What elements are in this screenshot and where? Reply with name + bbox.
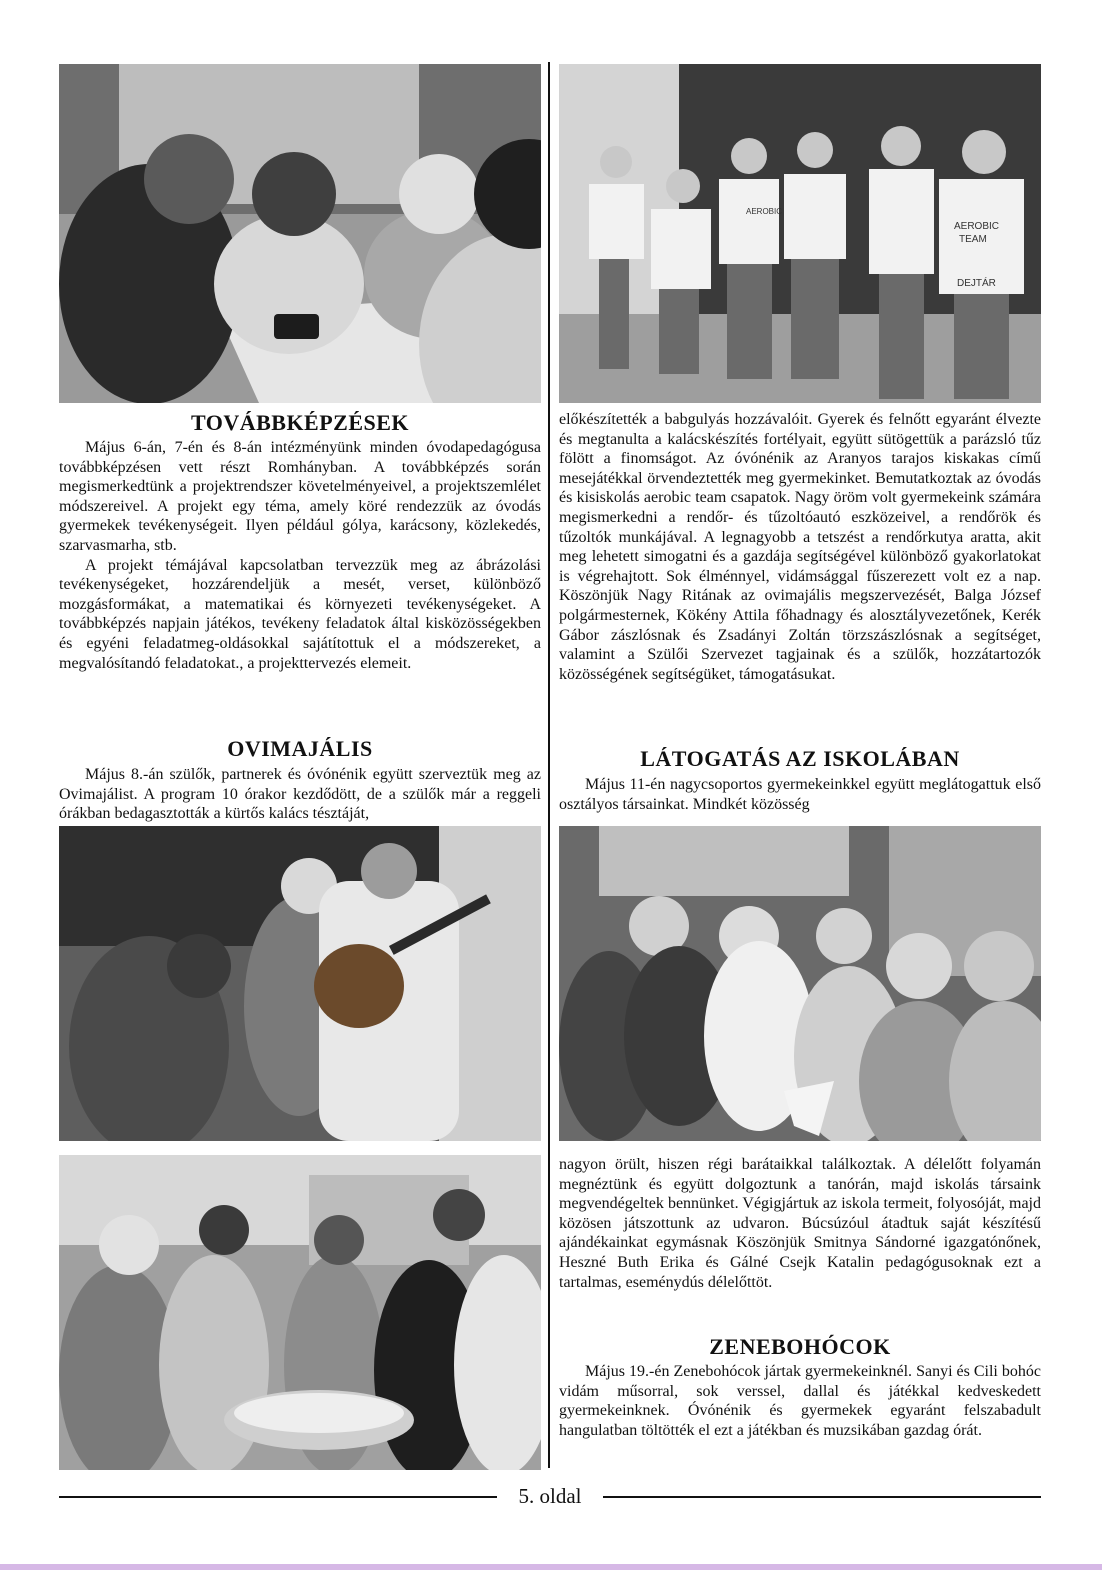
photo-guitar-performance — [59, 826, 541, 1141]
text-tovabbkepzesek — [59, 438, 541, 673]
paragraph: Május 11-én nagycsoportos gyermekeinkkel együtt meglátogattuk első osztályos társainkat. Mindkét közösség — [559, 776, 1041, 813]
page-number: 5. oldal — [518, 1484, 582, 1508]
paragraph: Május 19.-én Zenebohócok jártak gyermekeinknél. Sanyi és Cili bohóc vidám műsorral, sok verssel, dallal és játékkal kedveskedett gyermekeinknek. Óvónénik és gyermekek egyaránt felszabadult hangulatban töltötték el ezt a játékban és muzsikában gazdag órát. — [559, 1363, 1041, 1439]
photo-teachers-workshop — [59, 64, 541, 403]
tshirt-print: TEAM — [959, 234, 987, 245]
heading-ovimajalis: OVIMAJÁLIS — [227, 736, 373, 761]
photo-school-visit — [559, 826, 1041, 1141]
tshirt-print: AEROBIC — [746, 207, 783, 216]
photo-aerobic-team — [559, 64, 1041, 403]
bottom-strip — [0, 1564, 1102, 1570]
footer-rule-right — [603, 1496, 1041, 1498]
tshirt-print: AEROBIC — [954, 221, 1000, 232]
paragraph: A projekt témájával kapcsolatban tervezzük meg az ábrázolási tevékenységeket, hozzárendeljük a mesét, verset, különböző mozgásformákat, a matematikai és környezeti tevékenységeket. A továbbképzés napjain játékos, tevékeny feladatok által kisközösségekben és egyéni feladatmeg-oldásokkal sajátítottuk el a módszereket, a megvalósítandó feladatokat., a projekttervezés elemeit. — [59, 556, 541, 672]
photo-dough-making — [59, 1155, 541, 1470]
text-latogatas-continued — [559, 1155, 1041, 1292]
text-latogatas-start — [559, 775, 1041, 814]
heading-zenebohocok: ZENEBOHÓCOK — [709, 1334, 891, 1359]
column-divider — [548, 62, 550, 1468]
paragraph: nagyon örült, hiszen régi barátaikkal találkoztak. A délelőtt folyamán megnéztünk és együtt dolgoztunk a tanórán, majd iskolás társaink megvendégeltek bennünket. Végigjártuk az iskola termeit, folyosóját, majd közösen játszottunk az udvaron. Búcsúzóul átadtuk saját készítésű ajándékainkat egymásnak Köszönjük Smitnya Sándorné igazgatónőnek, Heszné Buth Erika és Gálné Csejk Katalin pedagógusoknak ezt a tartalmas, eseménydús délelőttöt. — [559, 1156, 1041, 1291]
text-zenebohocok — [559, 1362, 1041, 1440]
text-ovimajalis-start — [59, 765, 541, 824]
heading-tovabbkepzesek: TOVÁBBKÉPZÉSEK — [190, 410, 410, 435]
paragraph: Május 6-án, 7-én és 8-án intézményünk minden óvodapedagógusa továbbképzésen vett részt Romhányban. A továbbképzés során megismerkedtünk a projektrendszer követelményeivel, a projektszemlélet módszereivel. A projekt egy téma, amely köré rendezzük az óvodás gyermekek tevékenységeit. Ilyen például gólya, karácsony, közlekedés, szarvasmarha, stb. — [59, 439, 541, 554]
heading-latogatas: LÁTOGATÁS AZ ISKOLÁBAN — [640, 746, 960, 771]
footer-rule-left — [59, 1496, 497, 1498]
tshirt-print: DEJTÁR — [957, 278, 996, 289]
paragraph: Május 8.-án szülők, partnerek és óvónénik együtt szerveztük meg az Ovimajálist. A program 10 órakor kezdődött, de a szülők már a reggeli órákban bedagasztották a kürtős kalács tésztáját, — [59, 766, 541, 823]
paragraph: előkészítették a babgulyás hozzávalóit. Gyerek és felnőtt egyaránt élvezte és megtanulta a kalácskészítés fortélyait, együtt sütögettük a parázsló tűz fölött a finomságot. Az óvónénik az Aranyos tarajos kiskakas című mesejátékkal örvendeztették meg gyermekinket. Bemutatkoztak az óvodás és kisiskolás aerobic team csapatok. Nagy öröm volt gyermekeink számára megismerkedni a rendőr- és tűzoltóautó eszközeivel, a rendőrök és tűzoltók munkájával. A legnagyobb a tetszést a rendőrkutya aratta, akit meg lehetett simogatni és a gazdája segítségével különböző gyakorlatokat is végrehajtott. Sok élménnyel, vidámsággal fűszerezett volt ez a nap. Köszönjük Nagy Ritának az ovimajális megszervezését, Balga József polgármesternek, Kökény Attila főhadnagy és alosztályvezetőnek, Kerék Gábor zászlósnak és Zsadányi Zoltán törzszászlósnak a segítséget, valamint a Szülői Szervezet tagjainak és a szülők, hozzátartozók közösségének segítségüket, támogatásukat. — [559, 411, 1041, 683]
text-ovimajalis-continued — [559, 410, 1041, 684]
